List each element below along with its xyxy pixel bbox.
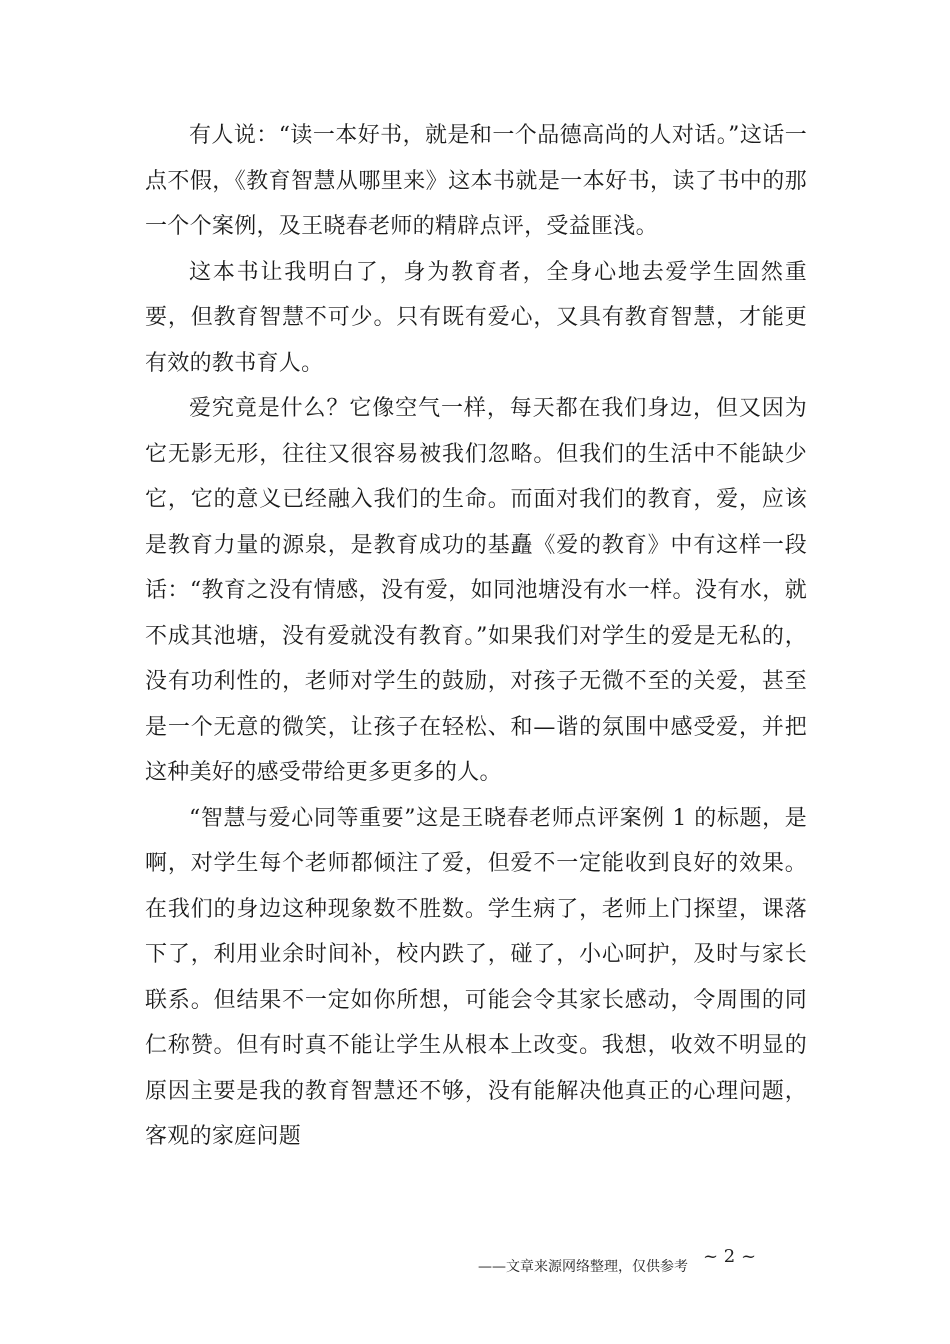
page-footer (0, 1246, 950, 1292)
paragraph: “智慧与爱心同等重要”这是王晓春老师点评案例 1 的标题，是啊，对学生每个老师都倾注了爱，但爱不一定能收到良好的效果。在我们的身边这种现象数不胜数。学生病了，老师上门探望，课落下了，利用业余时间补，校内跌了，碰了，小心呵护，及时与家长联系。但结果不一定如你所想，可能会令其家长感动，令周围的同仁称赞。但有时真不能让学生从根本上改变。我想，收效不明显的原因主要是我的教育智慧还不够，没有能解决他真正的心理问题，客观的家庭问题 (145, 805, 807, 1149)
source-note: ——文章来源网络整理，仅供参考 (478, 1259, 688, 1275)
page-number: ~ 2 ~ (703, 1246, 757, 1267)
paragraph: 有人说：“读一本好书，就是和一个品德高尚的人对话。”这话一点不假，《教育智慧从哪里来》这本书就是一本好书，读了书中的那一个个案例，及王晓春老师的精辟点评，受益匪浅。 (145, 123, 807, 239)
paragraph: 这本书让我明白了，身为教育者，全身心地去爱学生固然重要，但教育智慧不可少。只有既有爱心，又具有教育智慧，才能更有效的教书育人。 (145, 259, 807, 376)
paragraph: 爱究竟是什么？它像空气一样，每天都在我们身边，但又因为它无影无形，往往又很容易被我们忽略。但我们的生活中不能缺少它，它的意义已经融入我们的生命。而面对我们的教育，爱，应该是教育力量的源泉，是教育成功的基矗《爱的教育》中有这样一段话：“教育之没有情感，没有爱，如同池塘没有水一样。没有水，就不成其池塘，没有爱就没有教育。”如果我们对学生的爱是无私的，没有功利性的，老师对学生的鼓励，对孩子无微不至的关爱，甚至是一个无意的微笑，让孩子在轻松、和—谐的氛围中感受爱，并把这种美好的感受带给更多更多的人。 (145, 396, 807, 785)
document-body (145, 113, 807, 1160)
